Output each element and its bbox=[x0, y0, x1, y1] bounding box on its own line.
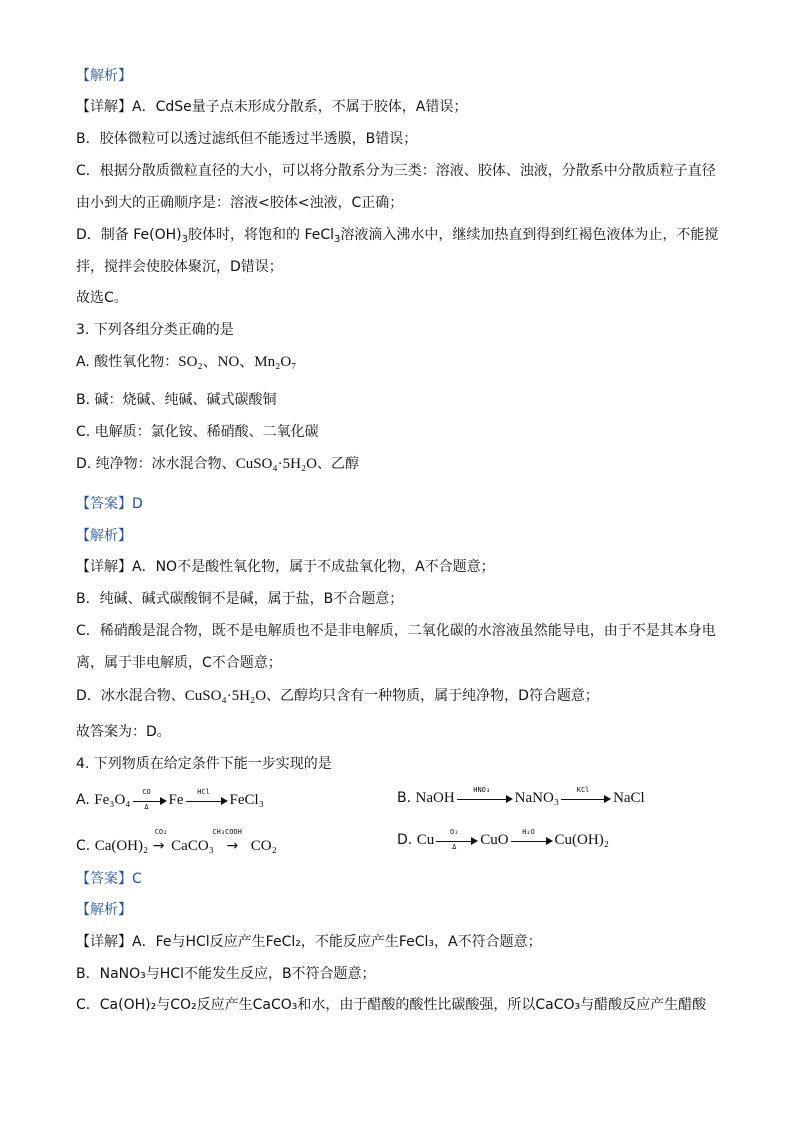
arrow-condition: HCl bbox=[197, 788, 210, 796]
text: 、乙醇均只含有一种物质，属于纯净物，D符合题意； bbox=[266, 688, 599, 704]
option-label: C. bbox=[76, 838, 91, 854]
q3-detail-c2: 离，属于非电解质，C不合题意； bbox=[76, 655, 282, 671]
reaction-arrow bbox=[511, 828, 553, 847]
q3-option-c: C. 电解质：氯化铵、稀硝酸、二氧化碳 bbox=[76, 424, 319, 440]
q4-option-c bbox=[76, 828, 277, 856]
reaction-arrow: CH₃COOH → bbox=[218, 836, 246, 856]
q3-analysis-heading: 【解析】 bbox=[76, 528, 132, 544]
arrow-condition: H₂O bbox=[522, 828, 535, 836]
formula: NaCl bbox=[613, 790, 645, 806]
option-label: D. 纯净物：冰水混合物、 bbox=[76, 456, 236, 472]
formula: NaNO₃ bbox=[514, 790, 560, 806]
formula: CuSO₄·5H₂O bbox=[184, 688, 267, 704]
formula: NaOH bbox=[415, 790, 455, 806]
subscript: 3 bbox=[181, 234, 188, 245]
q4-detail-b: B．NaNO₃与HCl不能发生反应，B不符合题意； bbox=[76, 966, 376, 982]
q3-stem: 3. 下列各组分类正确的是 bbox=[76, 322, 234, 338]
reaction-arrow: CO₂ → bbox=[153, 836, 167, 856]
text: 溶液滴入沸水中，继续加热直到得到红褐色液体为止，不能搅 bbox=[340, 227, 719, 243]
arrow-condition: Δ bbox=[452, 843, 457, 851]
q4-stem: 4. 下列物质在给定条件下能一步实现的是 bbox=[76, 756, 332, 772]
q4-answer: 【答案】C bbox=[76, 871, 142, 887]
arrow-condition: CH₃COOH bbox=[212, 828, 242, 836]
formula: Cu(OH)₂ bbox=[554, 832, 609, 848]
option-label: D. bbox=[397, 832, 413, 848]
reaction-arrow bbox=[436, 828, 478, 851]
formula: Fe bbox=[168, 792, 184, 808]
q2-detail-d2: 拌，搅拌会使胶体聚沉，D错误； bbox=[76, 259, 283, 275]
q4-detail-a: 【详解】A．Fe与HCl反应产生FeCl₂，不能反应产生FeCl₃，A不符合题意； bbox=[76, 934, 542, 950]
reaction-arrow bbox=[457, 786, 513, 805]
formula: Ca(OH)₂ bbox=[94, 838, 149, 854]
arrow-condition: KCl bbox=[576, 786, 590, 794]
q2-detail-c1: C．根据分散质微粒直径的大小，可以将分散系分为三类：溶液、胶体、浊液，分散系中分散质粒子直径 bbox=[76, 163, 716, 179]
option-label: A. bbox=[76, 792, 90, 808]
q4-detail-c: C．Ca(OH)₂与CO₂反应产生CaCO₃和水，由于醋酸的酸性比碳酸强，所以CaCO₃与醋酸反应产生醋酸 bbox=[76, 997, 707, 1013]
q4-analysis-heading: 【解析】 bbox=[76, 902, 132, 918]
formula: SO₂、NO、Mn₂O₇ bbox=[178, 354, 297, 370]
arrow-condition: CO bbox=[142, 788, 151, 796]
q3-conclusion: 故答案为：D。 bbox=[76, 724, 171, 740]
formula: FeCl₃ bbox=[229, 792, 264, 808]
q2-detail-d1 bbox=[76, 225, 718, 245]
q3-option-a bbox=[76, 352, 296, 372]
reaction-arrow bbox=[561, 786, 611, 805]
q2-analysis-heading: 【解析】 bbox=[76, 68, 132, 84]
formula: Cu bbox=[416, 832, 435, 848]
q3-answer: 【答案】D bbox=[76, 496, 143, 512]
option-label: A. 酸性氧化物： bbox=[76, 354, 179, 370]
q2-detail-b: B．胶体微粒可以透过滤纸但不能透过半透膜，B错误； bbox=[76, 131, 418, 147]
arrow-condition: CO₂ bbox=[154, 828, 168, 836]
q3-detail-a: 【详解】A．NO不是酸性氧化物，属于不成盐氧化物，A不合题意； bbox=[76, 559, 495, 575]
q4-option-a bbox=[76, 790, 264, 810]
text: 胶体时，将饱和的 bbox=[187, 227, 300, 243]
option-label: B. bbox=[397, 790, 412, 806]
formula: CuSO₄·5H₂O bbox=[235, 456, 317, 472]
text: D．制备 bbox=[76, 227, 129, 243]
formula: Fe(OH) bbox=[133, 227, 182, 243]
q2-detail-c2: 由小到大的正确顺序是：溶液<胶体<浊液，C正确； bbox=[76, 195, 404, 211]
formula: CaCO₃ bbox=[171, 838, 214, 854]
q3-detail-c1: C．稀硝酸是混合物，既不是电解质也不是非电解质，二氧化碳的水溶液虽然能导电，由于不是其本身电 bbox=[76, 623, 716, 639]
arrow-condition: O₂ bbox=[449, 828, 459, 836]
formula: CO₂ bbox=[250, 838, 277, 854]
arrow-condition: Δ bbox=[144, 803, 149, 811]
formula: Fe₃O₄ bbox=[94, 792, 131, 808]
q3-detail-d bbox=[76, 686, 599, 706]
q3-option-d bbox=[76, 454, 359, 474]
subscript: 3 bbox=[334, 234, 341, 245]
formula: CuO bbox=[480, 832, 509, 848]
q4-option-d bbox=[397, 830, 609, 850]
formula: FeCl bbox=[304, 227, 335, 243]
text: 、乙醇 bbox=[317, 456, 359, 472]
arrow-condition: HNO₃ bbox=[473, 786, 491, 794]
text: D．冰水混合物、 bbox=[76, 688, 185, 704]
q2-conclusion: 故选C。 bbox=[76, 290, 128, 306]
q4-option-b bbox=[397, 788, 645, 808]
q2-detail-a: 【详解】A．CdSe量子点未形成分散系，不属于胶体，A错误； bbox=[76, 99, 468, 115]
reaction-arrow bbox=[133, 788, 167, 811]
q3-detail-b: B．纯碱、碱式碳酸铜不是碱，属于盐，B不合题意； bbox=[76, 591, 404, 607]
q3-option-b: B. 碱：烧碱、纯碱、碱式碳酸铜 bbox=[76, 392, 277, 408]
reaction-arrow bbox=[186, 788, 228, 807]
